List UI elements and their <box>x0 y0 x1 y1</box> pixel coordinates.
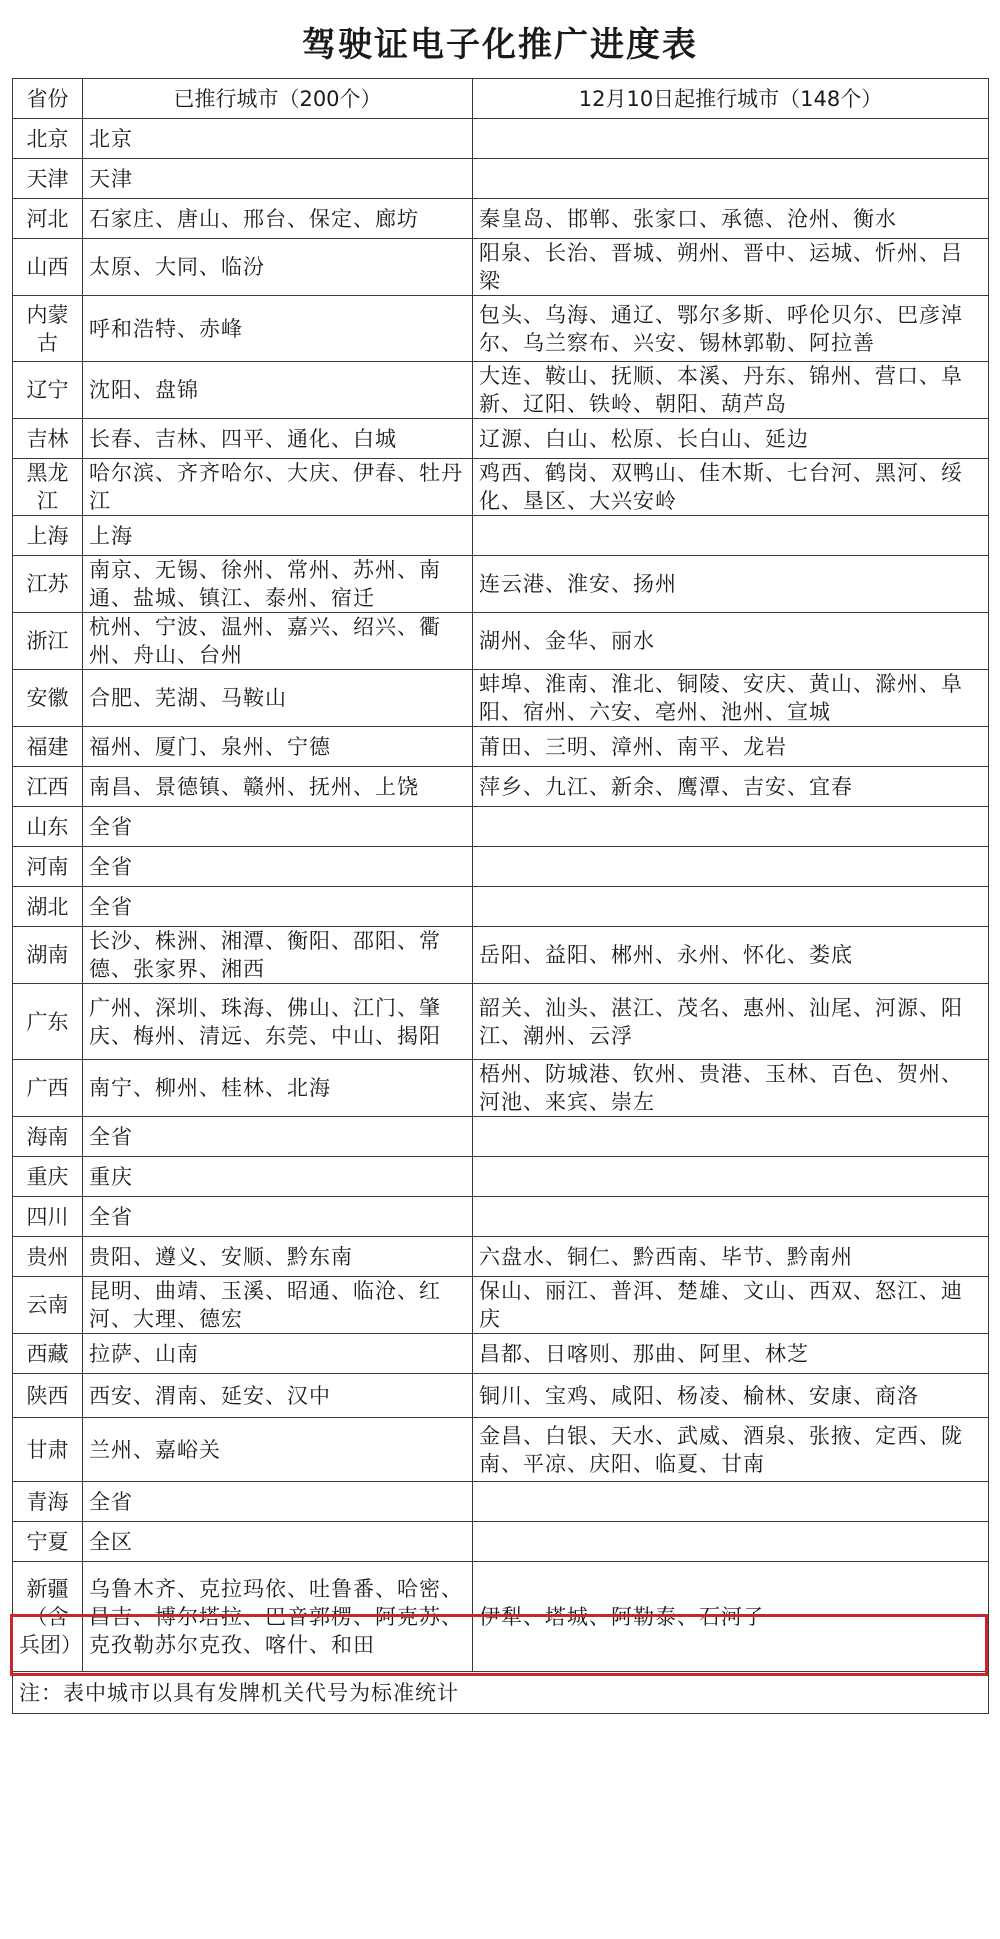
existing-cities-cell: 乌鲁木齐、克拉玛依、吐鲁番、哈密、昌吉、博尔塔拉、巴音郭楞、阿克苏、克孜勒苏尔克孜、喀什、和田 <box>83 1562 473 1672</box>
province-cell: 湖北 <box>13 887 83 927</box>
existing-cities-cell: 沈阳、盘锦 <box>83 362 473 419</box>
province-cell: 内蒙古 <box>13 296 83 362</box>
table-row <box>13 807 989 847</box>
table-row <box>13 1374 989 1418</box>
new-cities-cell <box>473 1197 989 1237</box>
new-cities-cell <box>473 159 989 199</box>
table-row <box>13 670 989 727</box>
existing-cities-cell: 长春、吉林、四平、通化、白城 <box>83 419 473 459</box>
existing-cities-cell: 拉萨、山南 <box>83 1334 473 1374</box>
table-row <box>13 159 989 199</box>
new-cities-cell: 梧州、防城港、钦州、贵港、玉林、百色、贺州、河池、来宾、崇左 <box>473 1060 989 1117</box>
province-cell: 新疆（含兵团） <box>13 1562 83 1672</box>
table-row <box>13 927 989 984</box>
new-cities-cell <box>473 1157 989 1197</box>
table-header-row <box>13 79 989 119</box>
new-cities-cell: 莆田、三明、漳州、南平、龙岩 <box>473 727 989 767</box>
new-cities-cell: 秦皇岛、邯郸、张家口、承德、沧州、衡水 <box>473 199 989 239</box>
new-cities-cell <box>473 887 989 927</box>
existing-cities-cell: 全省 <box>83 887 473 927</box>
province-cell: 福建 <box>13 727 83 767</box>
existing-cities-cell: 重庆 <box>83 1157 473 1197</box>
existing-cities-cell: 南京、无锡、徐州、常州、苏州、南通、盐城、镇江、泰州、宿迁 <box>83 556 473 613</box>
new-cities-cell: 鸡西、鹤岗、双鸭山、佳木斯、七台河、黑河、绥化、垦区、大兴安岭 <box>473 459 989 516</box>
table-row <box>13 459 989 516</box>
new-cities-cell <box>473 1482 989 1522</box>
new-cities-cell <box>473 516 989 556</box>
province-cell: 宁夏 <box>13 1522 83 1562</box>
province-cell: 广西 <box>13 1060 83 1117</box>
province-cell: 海南 <box>13 1117 83 1157</box>
new-cities-cell <box>473 847 989 887</box>
table-row <box>13 1237 989 1277</box>
table-row <box>13 296 989 362</box>
table-row <box>13 199 989 239</box>
new-cities-cell: 保山、丽江、普洱、楚雄、文山、西双、怒江、迪庆 <box>473 1277 989 1334</box>
new-cities-cell: 萍乡、九江、新余、鹰潭、吉安、宜春 <box>473 767 989 807</box>
existing-cities-cell: 太原、大同、临汾 <box>83 239 473 296</box>
province-cell: 云南 <box>13 1277 83 1334</box>
table-body <box>13 119 989 1672</box>
table-row <box>13 419 989 459</box>
table-row <box>13 1277 989 1334</box>
new-cities-cell: 连云港、淮安、扬州 <box>473 556 989 613</box>
existing-cities-cell: 南昌、景德镇、赣州、抚州、上饶 <box>83 767 473 807</box>
province-cell: 山东 <box>13 807 83 847</box>
footnote: 注：表中城市以具有发牌机关代号为标准统计 <box>13 1672 989 1714</box>
existing-cities-cell: 长沙、株洲、湘潭、衡阳、邵阳、常德、张家界、湘西 <box>83 927 473 984</box>
table-row <box>13 556 989 613</box>
progress-table <box>12 78 989 1714</box>
table-row <box>13 1197 989 1237</box>
table-row <box>13 1562 989 1672</box>
header-existing-cities: 已推行城市（200个） <box>83 79 473 119</box>
existing-cities-cell: 哈尔滨、齐齐哈尔、大庆、伊春、牡丹江 <box>83 459 473 516</box>
existing-cities-cell: 全省 <box>83 807 473 847</box>
existing-cities-cell: 上海 <box>83 516 473 556</box>
new-cities-cell: 大连、鞍山、抚顺、本溪、丹东、锦州、营口、阜新、辽阳、铁岭、朝阳、葫芦岛 <box>473 362 989 419</box>
existing-cities-cell: 呼和浩特、赤峰 <box>83 296 473 362</box>
new-cities-cell: 辽源、白山、松原、长白山、延边 <box>473 419 989 459</box>
new-cities-cell <box>473 1117 989 1157</box>
existing-cities-cell: 全省 <box>83 1482 473 1522</box>
existing-cities-cell: 西安、渭南、延安、汉中 <box>83 1374 473 1418</box>
province-cell: 河北 <box>13 199 83 239</box>
header-province: 省份 <box>13 79 83 119</box>
existing-cities-cell: 全区 <box>83 1522 473 1562</box>
new-cities-cell: 昌都、日喀则、那曲、阿里、林芝 <box>473 1334 989 1374</box>
table-row <box>13 1334 989 1374</box>
province-cell: 贵州 <box>13 1237 83 1277</box>
province-cell: 甘肃 <box>13 1418 83 1482</box>
province-cell: 吉林 <box>13 419 83 459</box>
province-cell: 安徽 <box>13 670 83 727</box>
existing-cities-cell: 北京 <box>83 119 473 159</box>
table-row <box>13 847 989 887</box>
existing-cities-cell: 昆明、曲靖、玉溪、昭通、临沧、红河、大理、德宏 <box>83 1277 473 1334</box>
table-row <box>13 887 989 927</box>
new-cities-cell: 韶关、汕头、湛江、茂名、惠州、汕尾、河源、阳江、潮州、云浮 <box>473 984 989 1060</box>
province-cell: 陕西 <box>13 1374 83 1418</box>
table-row <box>13 1482 989 1522</box>
province-cell: 河南 <box>13 847 83 887</box>
province-cell: 西藏 <box>13 1334 83 1374</box>
new-cities-cell: 金昌、白银、天水、武威、酒泉、张掖、定西、陇南、平凉、庆阳、临夏、甘南 <box>473 1418 989 1482</box>
existing-cities-cell: 兰州、嘉峪关 <box>83 1418 473 1482</box>
new-cities-cell: 六盘水、铜仁、黔西南、毕节、黔南州 <box>473 1237 989 1277</box>
table-row <box>13 727 989 767</box>
new-cities-cell: 湖州、金华、丽水 <box>473 613 989 670</box>
table-row <box>13 767 989 807</box>
table-row <box>13 1418 989 1482</box>
province-cell: 江西 <box>13 767 83 807</box>
table-row <box>13 613 989 670</box>
table-row <box>13 119 989 159</box>
new-cities-cell <box>473 807 989 847</box>
existing-cities-cell: 贵阳、遵义、安顺、黔东南 <box>83 1237 473 1277</box>
province-cell: 江苏 <box>13 556 83 613</box>
table-row <box>13 516 989 556</box>
existing-cities-cell: 南宁、柳州、桂林、北海 <box>83 1060 473 1117</box>
existing-cities-cell: 广州、深圳、珠海、佛山、江门、肇庆、梅州、清远、东莞、中山、揭阳 <box>83 984 473 1060</box>
table-row <box>13 1522 989 1562</box>
province-cell: 青海 <box>13 1482 83 1522</box>
table-row <box>13 1117 989 1157</box>
province-cell: 浙江 <box>13 613 83 670</box>
province-cell: 辽宁 <box>13 362 83 419</box>
new-cities-cell <box>473 119 989 159</box>
province-cell: 黑龙江 <box>13 459 83 516</box>
note-row <box>13 1672 989 1714</box>
existing-cities-cell: 杭州、宁波、温州、嘉兴、绍兴、衢州、舟山、台州 <box>83 613 473 670</box>
table-row <box>13 1157 989 1197</box>
province-cell: 上海 <box>13 516 83 556</box>
existing-cities-cell: 石家庄、唐山、邢台、保定、廊坊 <box>83 199 473 239</box>
province-cell: 湖南 <box>13 927 83 984</box>
new-cities-cell: 伊犁、塔城、阿勒泰、石河子 <box>473 1562 989 1672</box>
province-cell: 重庆 <box>13 1157 83 1197</box>
new-cities-cell: 铜川、宝鸡、咸阳、杨凌、榆林、安康、商洛 <box>473 1374 989 1418</box>
table-row <box>13 362 989 419</box>
header-new-cities: 12月10日起推行城市（148个） <box>473 79 989 119</box>
existing-cities-cell: 全省 <box>83 847 473 887</box>
existing-cities-cell: 全省 <box>83 1197 473 1237</box>
new-cities-cell: 蚌埠、淮南、淮北、铜陵、安庆、黄山、滁州、阜阳、宿州、六安、亳州、池州、宣城 <box>473 670 989 727</box>
province-cell: 山西 <box>13 239 83 296</box>
table-row <box>13 239 989 296</box>
existing-cities-cell: 合肥、芜湖、马鞍山 <box>83 670 473 727</box>
province-cell: 广东 <box>13 984 83 1060</box>
existing-cities-cell: 福州、厦门、泉州、宁德 <box>83 727 473 767</box>
existing-cities-cell: 全省 <box>83 1117 473 1157</box>
new-cities-cell: 阳泉、长治、晋城、朔州、晋中、运城、忻州、吕梁 <box>473 239 989 296</box>
province-cell: 天津 <box>13 159 83 199</box>
new-cities-cell: 包头、乌海、通辽、鄂尔多斯、呼伦贝尔、巴彦淖尔、乌兰察布、兴安、锡林郭勒、阿拉善 <box>473 296 989 362</box>
province-cell: 四川 <box>13 1197 83 1237</box>
existing-cities-cell: 天津 <box>83 159 473 199</box>
new-cities-cell <box>473 1522 989 1562</box>
table-row <box>13 1060 989 1117</box>
province-cell: 北京 <box>13 119 83 159</box>
new-cities-cell: 岳阳、益阳、郴州、永州、怀化、娄底 <box>473 927 989 984</box>
table-row <box>13 984 989 1060</box>
page-title: 驾驶证电子化推广进度表 <box>302 25 698 65</box>
